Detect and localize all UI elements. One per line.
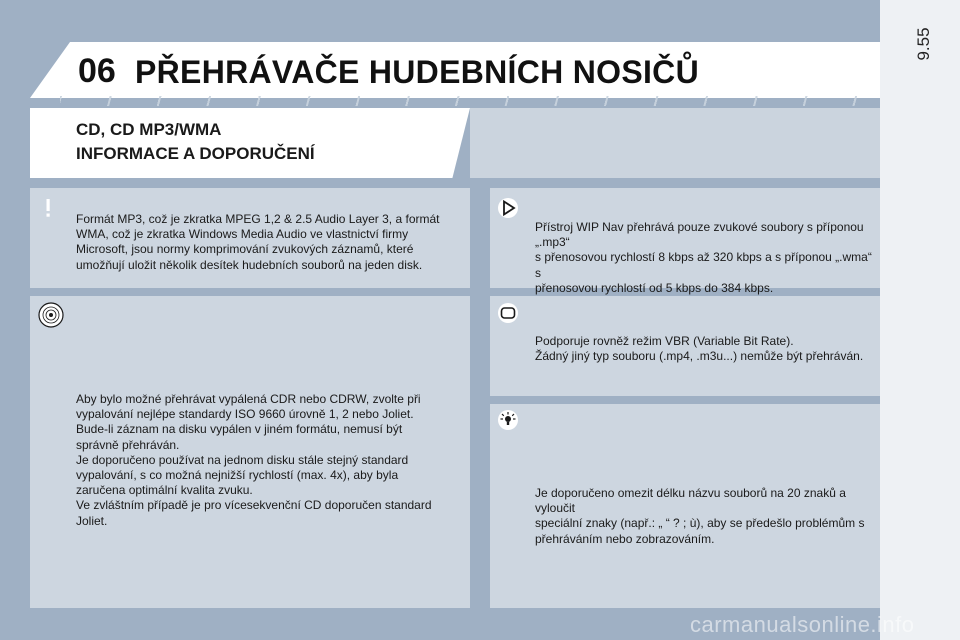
- light-bulb-icon: [498, 410, 518, 430]
- panel-disc-text: Aby bylo možné přehrávat vypálená CDR nebo CDRW, zvolte při vypalování nejlépe standardy ISO 9660 úrovně 1, 2 nebo Joliet. Bude-li záznam na disku vypálen v jiném formátu, nemusí být správně přehráván. Je doporučeno používat na jednom disku stále stejný standard vypalování, s co možná nejnižší rychlostí (max. 4x), aby byla zaručena optimální kvalita zvuku. Ve zvláštním případě je pro vícesekvenční CD doporučen standard Joliet.: [76, 392, 432, 528]
- chapter-number: 06: [78, 52, 116, 90]
- watermark: carmanualsonline.info: [690, 612, 915, 637]
- panel-info-text: Podporuje rovněž režim VBR (Variable Bit Rate). Žádný jiný typ souboru (.mp4, .m3u...) nemůže být přehráván.: [535, 334, 864, 364]
- section-title-line1: CD, CD MP3/WMA: [76, 120, 222, 139]
- page-number: 9.55: [914, 27, 933, 61]
- section-header-filler: [470, 108, 880, 178]
- title-stripes: [60, 96, 880, 106]
- section-title-line2: INFORMACE A DOPORUČENÍ: [76, 144, 315, 163]
- exclamation-icon: [38, 198, 58, 218]
- panel-tip-text: Je doporučeno omezit délku názvu souborů na 20 znaků a vyloučit speciální znaky (např.: „ “ ? ; ù), aby se předešlo problémům s přehráváním nebo zobrazováním.: [535, 486, 865, 546]
- section-header-box: [30, 108, 470, 178]
- page-title: PŘEHRÁVAČE HUDEBNÍCH NOSIČŮ: [135, 54, 699, 90]
- disc-icon: [38, 302, 64, 328]
- page-number-strip: [880, 0, 960, 640]
- panel-play-text: Přístroj WIP Nav přehrává pouze zvukové soubory s příponou „.mp3“ s přenosovou rychlostí 8 kbps až 320 kbps a s příponou „.wma“ s přenosovou rychlostí od 5 kbps do 384 kbps.: [535, 220, 872, 295]
- play-icon: [498, 198, 518, 218]
- panel-warning-text: Formát MP3, což je zkratka MPEG 1,2 & 2.5 Audio Layer 3, a formát WMA, což je zkratka Windows Media Audio ve vlastnictví firmy Microsoft, jsou normy komprimování zvukových záznamů, které umožňují uložit několik desítek hudebních souborů na jeden disk.: [76, 212, 440, 272]
- rounded-square-icon: [498, 303, 518, 323]
